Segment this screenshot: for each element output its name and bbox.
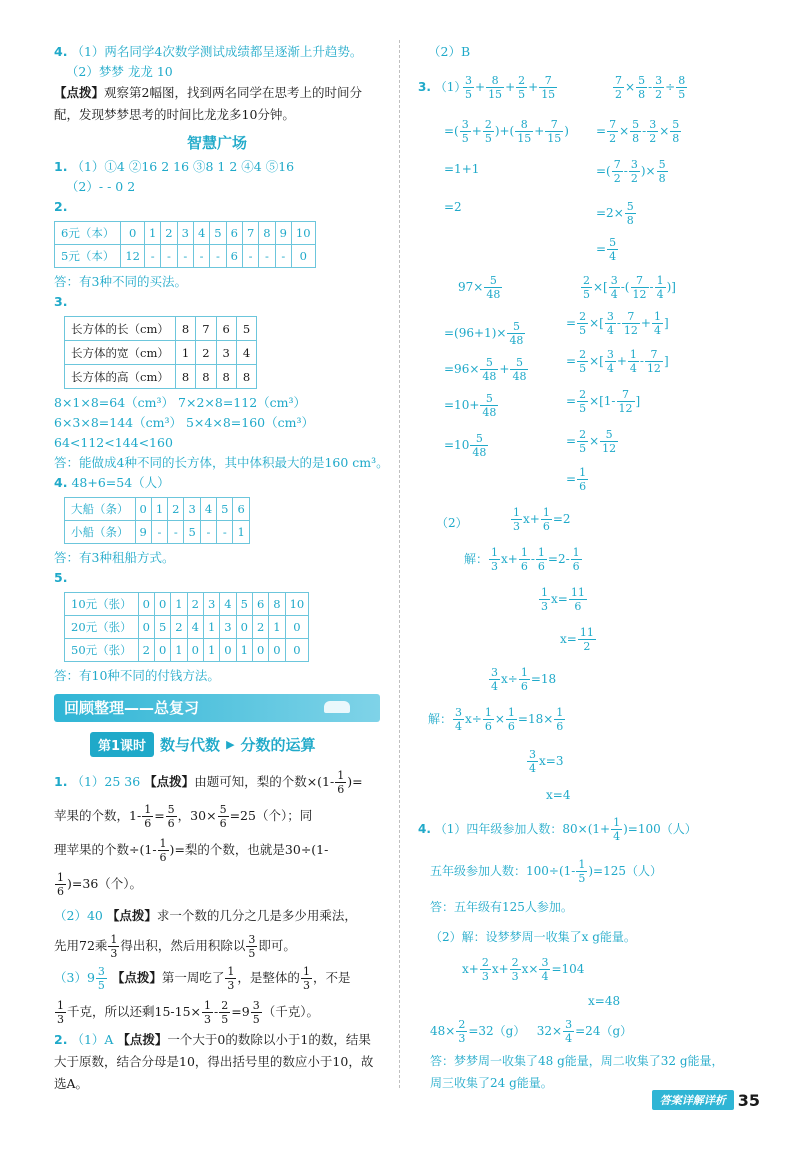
q3-expr-d2: = $\frac{2}{5}$ ×[ $\frac{3}{4}$ - $\frac{7}{12}$ + $\frac{1}{4}$ ]: [566, 310, 669, 337]
q4-part1: 4. （1）两名同学4次数学测试成绩都呈逐渐上升趋势。: [54, 44, 363, 59]
q3-expr-c: 97× $\frac{5}{48}$: [458, 274, 501, 301]
q3-expr-d: $\frac{2}{5}$ ×[ $\frac{3}{4}$ -( $\frac{7}{12}$ - $\frac{1}{4}$ )]: [583, 274, 676, 301]
table-cell: 0: [154, 639, 170, 662]
table-cell: -: [275, 245, 291, 268]
s4-table: [64, 497, 250, 544]
q4-ans: 答：五年级有125人参加。: [430, 900, 573, 914]
table-cell: 6: [216, 317, 236, 341]
page-footer: [652, 1090, 760, 1110]
table-cell: 3: [177, 222, 193, 245]
table-cell: 2: [168, 498, 184, 521]
table-cell: 0: [285, 639, 309, 662]
table-row: [65, 639, 309, 662]
q3-part2-label: （2）: [436, 516, 468, 530]
q3-expr-d6: = $\frac{1}{6}$: [566, 466, 587, 493]
table-cell: 2: [187, 593, 203, 616]
table-cell: 0: [285, 616, 309, 639]
row-label: 长方体的高（cm）: [65, 365, 176, 389]
table-cell: 3: [220, 616, 236, 639]
table-cell: 9: [275, 222, 291, 245]
table-cell: 7: [196, 317, 216, 341]
table-cell: 5: [184, 521, 200, 544]
table-cell: 3: [184, 498, 200, 521]
table-cell: -: [242, 245, 258, 268]
r1-part1: 1. （1）25 36 【点拨】由题可知，梨的个数×(1- $\frac{1}{6}$ )= 苹果的个数，1- $\frac{1}{6}$ = $\frac{5}{6}$ ，30× $\frac{5}{6}$ =25（个）；同 理苹果的个数÷(1- $\frac{1}{6}$ )=梨的个数，也就是30÷(1- $\frac{1}{6}$ )=36（个）。: [54, 769, 363, 898]
table-cell: 0: [269, 639, 285, 662]
r1-part3: （3）9 $\frac{3}{5}$ 【点拨】第一周吃了 $\frac{1}{3}$ ，是整体的 $\frac{1}{3}$ ，不是 $\frac{1}{3}$ 千克，所以还剩15-15× $\frac{1}{3}$ - $\frac{2}{5}$ =9 $\frac{3}{5}$ （千克）。: [54, 965, 351, 1026]
table-cell: 5: [236, 317, 256, 341]
q3-expr-c4: =10+ $\frac{5}{48}$: [444, 392, 497, 419]
page-number: 35: [737, 1090, 760, 1110]
table-cell: -: [217, 521, 233, 544]
q3-expr-c2: =(96+1)× $\frac{5}{48}$: [444, 320, 524, 347]
table-cell: 3: [203, 593, 219, 616]
table-cell: 4: [220, 593, 236, 616]
row-label: 20元（张）: [65, 616, 139, 639]
table-cell: 1: [151, 498, 167, 521]
table-row: [65, 341, 257, 365]
q3-expr-d5: = $\frac{2}{5}$ × $\frac{5}{12}$: [566, 428, 617, 455]
table-cell: -: [144, 245, 160, 268]
table-cell: -: [200, 521, 216, 544]
table-cell: 8: [175, 317, 195, 341]
q4-ans2b: 周三收集了24 g能量。: [430, 1076, 553, 1090]
table-row: [65, 593, 309, 616]
table-cell: 8: [175, 365, 195, 389]
row-label: 长方体的宽（cm）: [65, 341, 176, 365]
table-row: [55, 222, 316, 245]
q3-expr-a2: =( $\frac{3}{5}$ + $\frac{2}{5}$ )+( $\frac{8}{15}$ + $\frac{7}{15}$ ): [444, 118, 569, 145]
table-cell: 1: [203, 616, 219, 639]
table-cell: 0: [291, 245, 315, 268]
table-cell: 0: [138, 616, 154, 639]
row-label: 大船（条）: [65, 498, 136, 521]
row-label: 50元（张）: [65, 639, 139, 662]
table-cell: -: [177, 245, 193, 268]
footer-brand: 答案详解详析: [652, 1090, 734, 1110]
q3-eq1: $\frac{1}{3}$ x+ $\frac{1}{6}$ =2: [513, 506, 571, 533]
q3-eq2: $\frac{3}{4}$ x÷ $\frac{1}{6}$ =18: [491, 666, 557, 693]
s5-label: 5.: [54, 570, 68, 585]
table-cell: 9: [135, 521, 151, 544]
s5-table: [64, 592, 309, 662]
table-cell: 3: [216, 341, 236, 365]
table-cell: -: [193, 245, 209, 268]
s1-part2: （2）- - 0 2: [65, 179, 136, 194]
table-cell: 1: [171, 639, 187, 662]
triangle-right-icon: ▶: [226, 738, 235, 751]
review-banner: 回顾整理——总复习: [54, 694, 380, 722]
table-row: [65, 521, 250, 544]
table-cell: 8: [216, 365, 236, 389]
q3-expr-d3: = $\frac{2}{5}$ ×[ $\frac{3}{4}$ + $\frac{1}{4}$ - $\frac{7}{12}$ ]: [566, 348, 669, 375]
top-b: （2）B: [428, 44, 471, 59]
s4-head: 4. 48+6=54（人）: [54, 475, 170, 490]
q4-tip: 【点拨】观察第2幅图，找到两名同学在思考上的时间分配，发现梦梦思考的时间比龙龙多10分钟。: [54, 85, 362, 122]
row-label: 6元（本）: [55, 222, 121, 245]
table-cell: 5: [217, 498, 233, 521]
table-cell: 6: [233, 498, 249, 521]
table-row: [55, 245, 316, 268]
table-cell: 6: [252, 593, 268, 616]
q4-eq: x+ $\frac{2}{3}$ x+ $\frac{2}{3}$ x× $\frac{3}{4}$ =104: [462, 956, 585, 983]
q3-expr-c5: =10 $\frac{5}{48}$: [444, 432, 487, 459]
table-row: [65, 498, 250, 521]
row-label: 小船（条）: [65, 521, 136, 544]
table-cell: 0: [138, 593, 154, 616]
table-cell: 5: [236, 593, 252, 616]
r1-part2: （2）40 【点拨】求一个数的几分之几是多少用乘法， 先用72乘 $\frac{1}{3}$ 得出积，然后用积除以 $\frac{3}{5}$ 即可。: [54, 908, 357, 960]
q3-expr-b4: =2× $\frac{5}{8}$: [596, 200, 634, 227]
table-cell: 5: [210, 222, 226, 245]
s4-answer: 答：有3种租船方式。: [54, 550, 175, 565]
q3-expr-b5: = $\frac{5}{4}$: [596, 236, 617, 263]
q3-eq2-2: 解： $\frac{3}{4}$ x÷ $\frac{1}{6}$ × $\frac{1}{6}$ =18× $\frac{1}{6}$: [428, 706, 564, 733]
q3-expr-b2: = $\frac{7}{2}$ × $\frac{5}{8}$ - $\frac{3}{2}$ × $\frac{5}{8}$: [596, 118, 680, 145]
s2-label: 2.: [54, 199, 68, 214]
table-cell: 8: [196, 365, 216, 389]
table-cell: 7: [242, 222, 258, 245]
table-cell: 4: [193, 222, 209, 245]
table-cell: 0: [154, 593, 170, 616]
table-cell: 1: [203, 639, 219, 662]
table-cell: 6: [226, 245, 242, 268]
table-cell: 2: [196, 341, 216, 365]
table-cell: 1: [269, 616, 285, 639]
table-cell: 4: [236, 341, 256, 365]
table-cell: 2: [252, 616, 268, 639]
q3-expr-b3: =( $\frac{7}{2}$ - $\frac{3}{2}$ )× $\frac{5}{8}$: [596, 158, 666, 185]
table-cell: 12: [121, 245, 145, 268]
s3-calc1: 8×1×8=64（cm³） 7×2×8=112（cm³）: [54, 395, 307, 410]
q3-label: 3. （1）: [418, 80, 467, 94]
table-cell: 0: [135, 498, 151, 521]
table-cell: 1: [233, 521, 249, 544]
s3-table: [64, 316, 257, 389]
q4-x: x=48: [588, 994, 621, 1008]
right-column: [418, 42, 758, 62]
table-cell: 1: [175, 341, 195, 365]
section-title: 智慧广场: [186, 134, 247, 152]
table-cell: 2: [138, 639, 154, 662]
table-cell: 2: [161, 222, 177, 245]
table-cell: 1: [236, 639, 252, 662]
table-cell: 1: [144, 222, 160, 245]
table-cell: -: [210, 245, 226, 268]
table-cell: 8: [259, 222, 275, 245]
s2-answer: 答：有3种不同的买法。: [54, 274, 187, 289]
q3-eq1-3: $\frac{1}{3}$ x= $\frac{11}{6}$: [541, 586, 585, 613]
s2-table: [54, 221, 316, 268]
table-cell: 8: [236, 365, 256, 389]
car-icon: [324, 701, 350, 713]
row-label: 10元（张）: [65, 593, 139, 616]
q3-expr-c3: =96× $\frac{5}{48}$ + $\frac{5}{48}$: [444, 356, 527, 383]
table-cell: 2: [171, 616, 187, 639]
table-cell: 8: [269, 593, 285, 616]
s1-part1: 1. （1）①4 ②16 2 16 ③8 1 2 ④4 ⑤16: [54, 159, 295, 174]
table-cell: 0: [236, 616, 252, 639]
lesson-title: 第1课时 数与代数 ▶ 分数的运算: [90, 732, 380, 757]
q4-r2: 五年级参加人数：100÷(1- $\frac{1}{5}$ )=125（人）: [430, 858, 662, 885]
table-cell: -: [259, 245, 275, 268]
column-divider: [399, 40, 400, 1088]
table-cell: 5: [154, 616, 170, 639]
table-cell: 4: [200, 498, 216, 521]
table-row: [65, 317, 257, 341]
table-cell: 10: [285, 593, 309, 616]
s3-calc3: 64<112<144<160: [54, 435, 173, 450]
s3-answer: 答：能做成4种不同的长方体，其中体积最大的是160 cm³。: [54, 455, 389, 470]
row-label: 5元（本）: [55, 245, 121, 268]
q4-part2: （2）梦梦 龙龙 10: [65, 64, 173, 79]
q4-r1: 4. （1）四年级参加人数：80×(1+ $\frac{1}{4}$ )=100（人）: [418, 816, 697, 843]
s3-calc2: 6×3×8=144（cm³） 5×4×8=160（cm³）: [54, 415, 314, 430]
table-cell: -: [151, 521, 167, 544]
q3-expr-a4: =2: [444, 200, 462, 214]
table-row: [65, 616, 309, 639]
row-label: 长方体的长（cm）: [65, 317, 176, 341]
q3-eq2-3: $\frac{3}{4}$ x=3: [529, 748, 564, 775]
table-cell: 0: [187, 639, 203, 662]
table-cell: 0: [252, 639, 268, 662]
table-cell: 1: [171, 593, 187, 616]
table-cell: 0: [121, 222, 145, 245]
q3-eq1-2: 解： $\frac{1}{3}$ x+ $\frac{1}{6}$ - $\frac{1}{6}$ =2- $\frac{1}{6}$: [464, 546, 580, 573]
table-cell: 10: [291, 222, 315, 245]
q3-eq1-4: x= $\frac{11}{2}$: [560, 626, 594, 653]
q3-expr-b: $\frac{7}{2}$ × $\frac{5}{8}$ - $\frac{3}{2}$ ÷ $\frac{8}{5}$: [615, 74, 686, 101]
r2: 2. （1）A 【点拨】一个大于0的数除以小于1的数，结果大于原数，结合分母是10，得出括号里的数应小于10，故选A。: [54, 1032, 374, 1091]
table-cell: -: [161, 245, 177, 268]
s5-answer: 答：有10种不同的付钱方法。: [54, 668, 220, 683]
left-column: [54, 42, 389, 1095]
q3-expr-a3: =1+1: [444, 162, 480, 176]
table-cell: 6: [226, 222, 242, 245]
table-cell: 4: [187, 616, 203, 639]
s3-label: 3.: [54, 294, 68, 309]
q3-eq2-4: x=4: [546, 788, 571, 802]
table-row: [65, 365, 257, 389]
q3-expr-d4: = $\frac{2}{5}$ ×[1- $\frac{7}{12}$ ]: [566, 388, 641, 415]
q4-part2: （2）解：设梦梦周一收集了x g能量。: [430, 930, 636, 944]
q3-expr-a: $\frac{3}{5}$ + $\frac{8}{15}$ + $\frac{2}{5}$ + $\frac{7}{15}$: [465, 74, 556, 101]
table-cell: -: [168, 521, 184, 544]
table-cell: 0: [220, 639, 236, 662]
q4-ans2a: 答：梦梦周一收集了48 g能量，周二收集了32 g能量，: [430, 1054, 724, 1068]
q4-calc: 48× $\frac{2}{3}$ =32（g） 32× $\frac{3}{4}$ =24（g）: [430, 1018, 633, 1045]
